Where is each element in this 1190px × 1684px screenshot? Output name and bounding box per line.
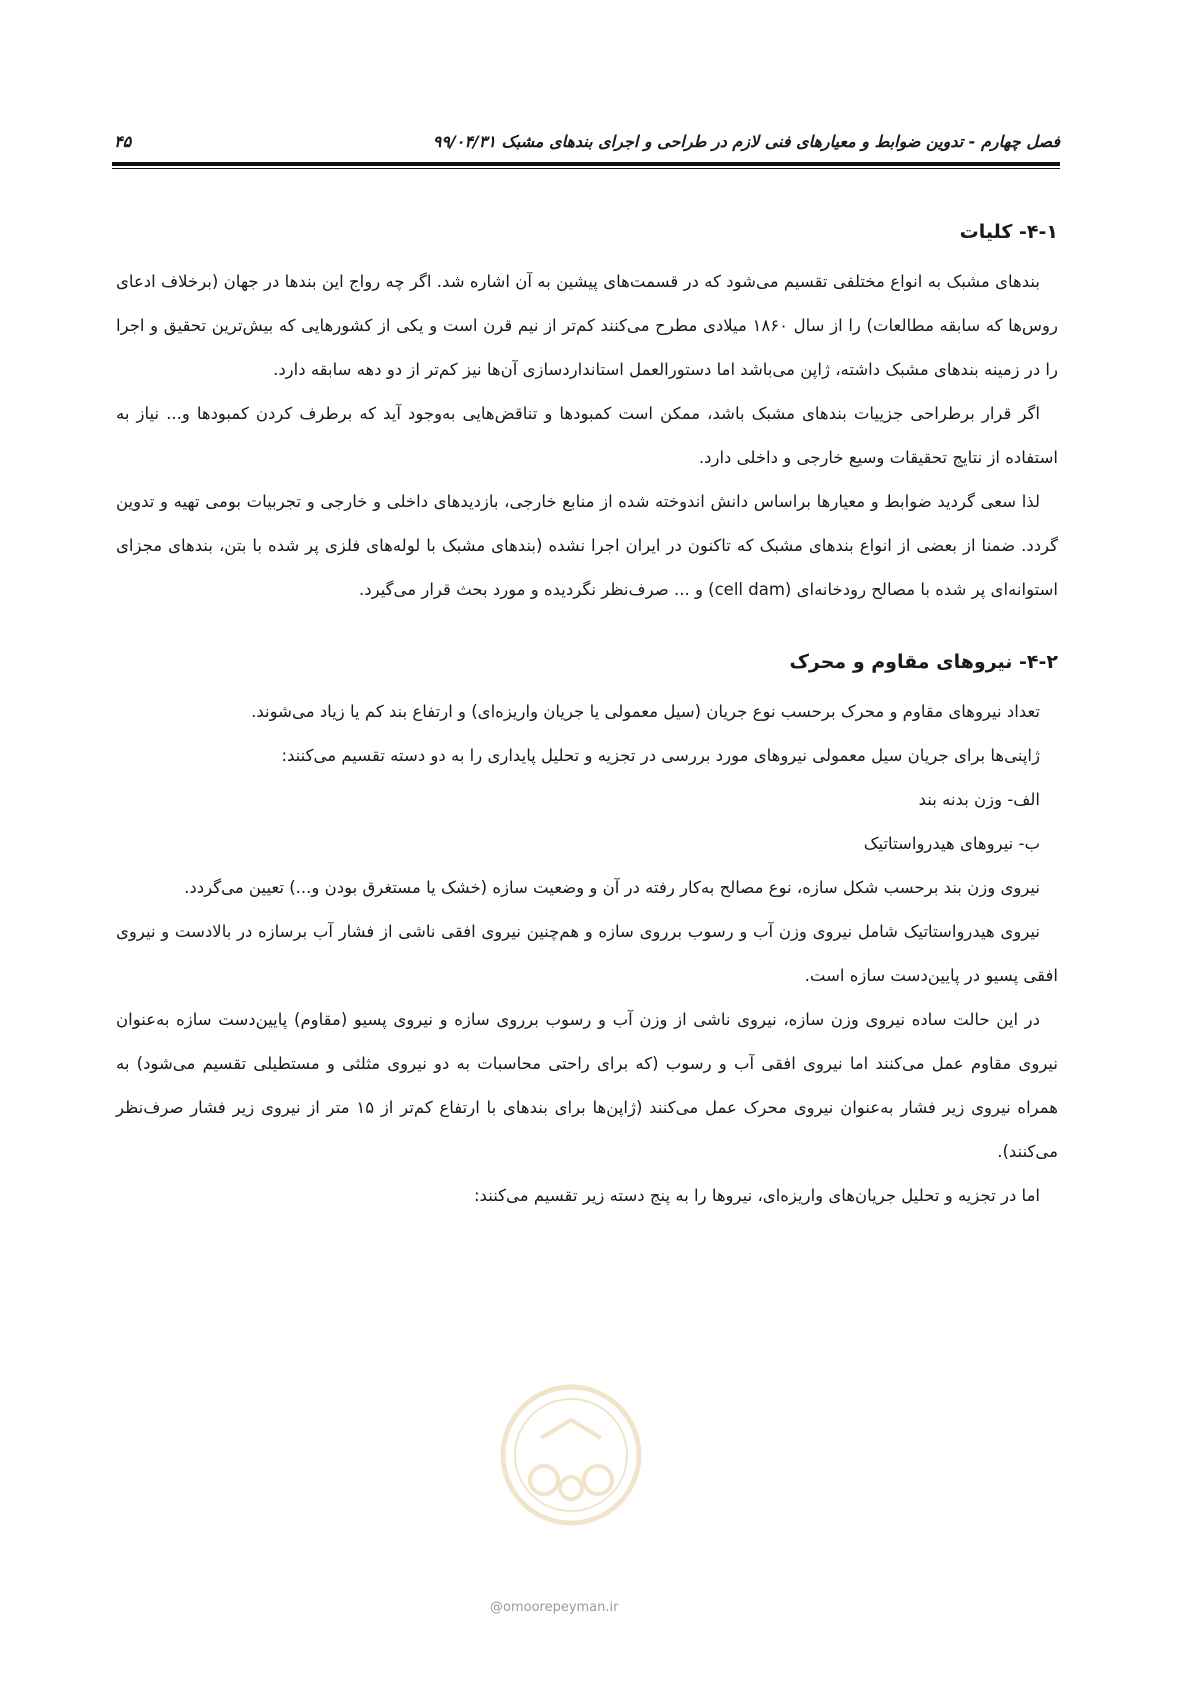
section-heading-forces: ۴-۲- نیروهای مقاوم و محرک — [789, 651, 1058, 673]
paragraph-text: لذا سعی گردید ضوابط و معیارها براساس دانش اندوخته شده از منابع خارجی، بازدیدهای داخلی و خارجی و تجربیات بومی تهیه و تدوین گردد. ضمنا از بعضی از انواع بندهای مشبک که تاکنون در ایران اجرا نشده (بندهای مشبک با لوله‌های فلزی پر شده با بتن، بندهای مجزای استوانه‌ای پر شده با مصالح رودخانه‌ای ( — [116, 492, 1058, 599]
paragraph: در این حالت ساده نیروی وزن سازه، نیروی ناشی از وزن آب و رسوب برروی سازه و نیروی پسیو (مقاوم) پایین‌دست سازه به‌عنوان نیروی مقاوم عمل می‌کنند اما نیروی افقی آب و رسوب (که برای راحتی محاسبات به دو نیروی مثلثی و مستطیلی تقسیم می‌شود) به همراه نیروی زیر فشار به‌عنوان نیروی محرک عمل می‌کنند (ژاپن‌ها برای بندهای با ارتفاع کم‌تر از ۱۵ متر از نیروی زیر فشار صرف‌نظر می‌کنند). — [116, 1010, 1059, 1161]
paragraph: نیروی وزن بند برحسب شکل سازه، نوع مصالح به‌کار رفته در آن و وضعیت سازه (خشک یا مستغرق بودن و...) تعیین می‌گردد. — [184, 878, 1040, 897]
paragraph-text: ) و ... صرف‌نظر نگردیده و مورد بحث قرار می‌گیرد. — [359, 580, 715, 599]
paragraph: نیروی هیدرواستاتیک شامل نیروی وزن آب و رسوب برروی سازه و هم‌چنین نیروی افقی ناشی از فشار آب برسازه در بالادست و نیروی افقی پسیو در پایین‌دست سازه است. — [116, 922, 1058, 985]
list-item: الف- وزن بدنه بند — [918, 790, 1040, 809]
header-title: فصل چهارم - تدوین ضوابط و معیارهای فنی لازم در طراحی و اجرای بندهای مشبک ۹۹/۰۴/۳۱ — [432, 132, 1060, 151]
page-header — [114, 128, 1060, 156]
section-heading-generalities: ۴-۱- کلیات — [959, 221, 1058, 243]
paragraph: بندهای مشبک به انواع مختلفی تقسیم می‌شود که در قسمت‌های پیشین به آن اشاره شد. اگر چه رواج این بندها در جهان (برخلاف ادعای روس‌ها که سابقه مطالعات) را از سال ۱۸۶۰ میلادی مطرح می‌کنند کم‌تر از نیم قرن است و یکی از کشورهایی که بیش‌ترین تحقیق و اجرا را در زمینه بندهای مشبک داشته، ژاپن می‌باشد اما دستورالعمل استانداردسازی آن‌ها نیز کم‌تر از دو دهه سابقه دارد. — [116, 272, 1058, 379]
header-rule-thin — [112, 168, 1060, 169]
list-item: ب- نیروهای هیدرواستاتیک — [863, 834, 1040, 853]
paragraph: تعداد نیروهای مقاوم و محرک برحسب نوع جریان (سیل معمولی یا جریان واریزه‌ای) و ارتفاع بند کم یا زیاد می‌شوند. — [251, 702, 1040, 721]
page-body — [116, 210, 1058, 1218]
watermark-logo — [496, 1380, 646, 1530]
header-rule-thick — [112, 162, 1060, 166]
watermark-url: @omoorepeyman.ir — [490, 1600, 619, 1615]
paragraph: اگر قرار برطراحی جزییات بندهای مشبک باشد، ممکن است کمبودها و تناقض‌هایی به‌وجود آید که برطرف کردن کمبودها و... نیاز به استفاده از نتایج تحقیقات وسیع خارجی و داخلی دارد. — [116, 404, 1058, 467]
paragraph — [116, 480, 1058, 612]
paragraph: اما در تجزیه و تحلیل جریان‌های واریزه‌ای، نیروها را به پنج دسته زیر تقسیم می‌کنند: — [474, 1186, 1040, 1205]
latin-term: cell dam — [714, 580, 785, 599]
page-number: ۴۵ — [114, 132, 132, 151]
paragraph: ژاپنی‌ها برای جریان سیل معمولی نیروهای مورد بررسی در تجزیه و تحلیل پایداری را به دو دسته تقسیم می‌کنند: — [281, 746, 1040, 765]
